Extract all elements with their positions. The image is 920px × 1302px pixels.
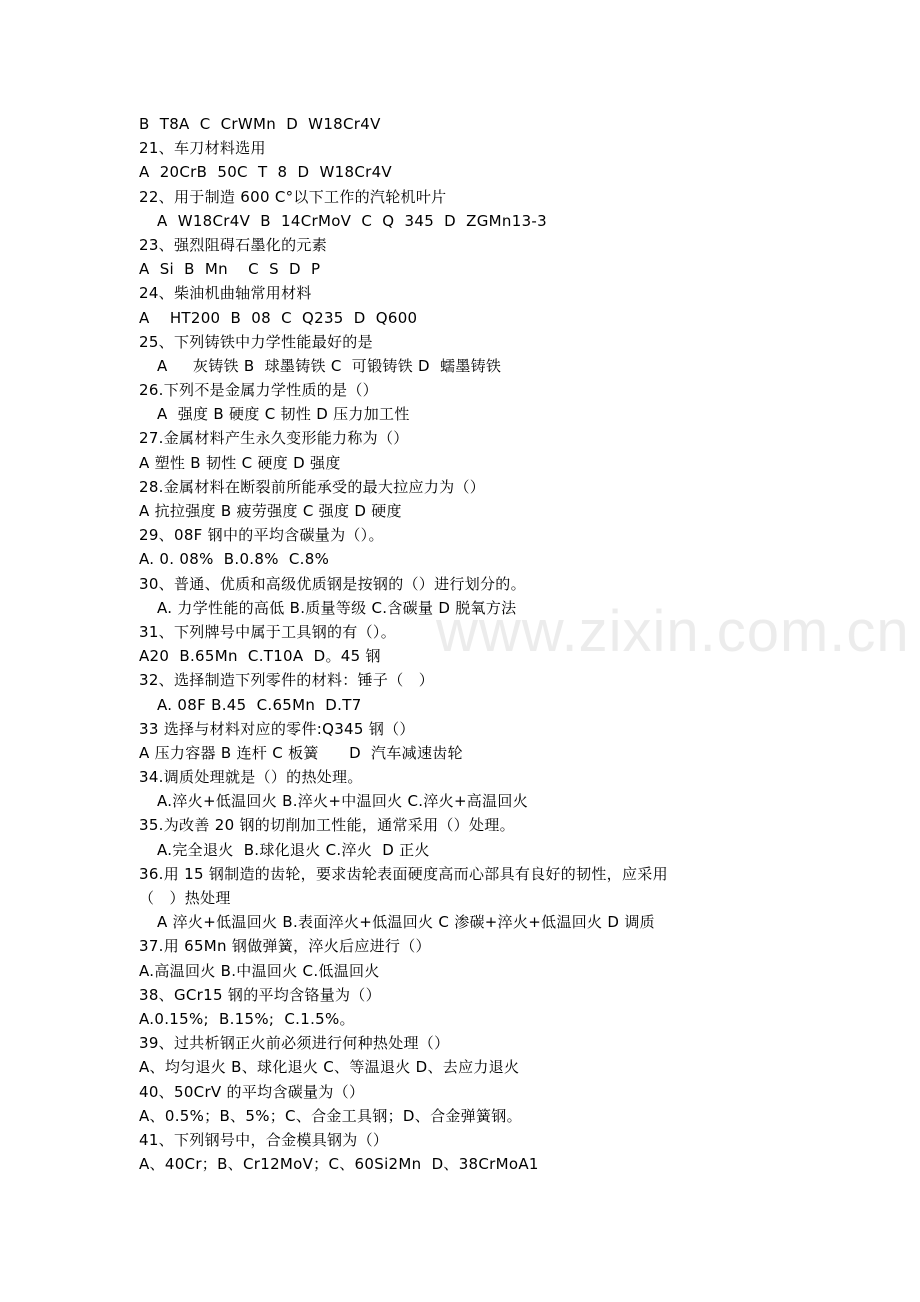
question-line: 40、50CrV 的平均含碳量为（） [139, 1082, 365, 1101]
question-line: 39、过共析钢正火前必须进行何种热处理（） [139, 1034, 450, 1053]
question-text-block [139, 112, 789, 1176]
option-line: A20 B.65Mn C.T10A D。45 钢 [139, 647, 381, 666]
question-line: 41、下列钢号中，合金模具钢为（） [139, 1130, 389, 1149]
option-line: A. 0. 08% B.0.8% C.8% [139, 550, 330, 569]
question-line-continued: （ ）热处理 [139, 889, 231, 907]
question-line: 27.金属材料产生永久变形能力称为（） [139, 429, 409, 448]
question-line: 21、车刀材料选用 [139, 139, 266, 158]
question-line: 29、08F 钢中的平均含碳量为（）。 [139, 526, 384, 545]
option-line: A.淬火+低温回火 B.淬火+中温回火 C.淬火+高温回火 [157, 792, 529, 811]
question-line: 22、用于制造 600 C°以下工作的汽轮机叶片 [139, 187, 447, 206]
option-line: A 压力容器 B 连杆 C 板簧 D 汽车减速齿轮 [139, 743, 463, 762]
option-line: A 塑性 B 韧性 C 硬度 D 强度 [139, 453, 341, 472]
watermark-text: www.zixin.com.cn [436, 599, 910, 664]
question-line: 33 选择与材料对应的零件:Q345 钢（） [139, 719, 415, 738]
option-line: A HT200 B 08 C Q235 D Q600 [139, 308, 418, 327]
option-line: A W18Cr4V B 14CrMoV C Q 345 D ZGMn13-3 [157, 211, 547, 230]
option-line: A. 08F B.45 C.65Mn D.T7 [157, 695, 362, 714]
question-line: 24、柴油机曲轴常用材料 [139, 284, 312, 303]
question-line: 30、普通、优质和高级优质钢是按钢的（）进行划分的。 [139, 574, 526, 593]
option-line: A. 力学性能的高低 B.质量等级 C.含碳量 D 脱氧方法 [157, 598, 517, 617]
option-line: A Si B Mn C S D P [139, 260, 321, 279]
option-line: A 抗拉强度 B 疲劳强度 C 强度 D 硬度 [139, 502, 402, 520]
option-line: B T8A C CrWMn D W18Cr4V [139, 115, 381, 133]
option-line: A.完全退火 B.球化退火 C.淬火 D 正火 [157, 840, 430, 859]
question-line: 32、选择制造下列零件的材料：锤子（ ） [139, 671, 434, 690]
option-line: A.高温回火 B.中温回火 C.低温回火 [139, 961, 380, 980]
question-line: 34.调质处理就是（）的热处理。 [139, 768, 363, 787]
question-line: 35.为改善 20 钢的切削加工性能，通常采用（）处理。 [139, 816, 515, 835]
option-line: A 20CrB 50C T 8 D W18Cr4V [139, 163, 392, 182]
question-line: 25、下列铸铁中力学性能最好的是 [139, 332, 373, 351]
question-line: 28.金属材料在断裂前所能承受的最大拉应力为（） [139, 477, 486, 496]
question-line: 23、强烈阻碍石墨化的元素 [139, 235, 327, 254]
question-line: 36.用 15 钢制造的齿轮，要求齿轮表面硬度高而心部具有良好的韧性，应采用 [139, 864, 668, 883]
option-line: A 灰铸铁 B 球墨铸铁 C 可锻铸铁 D 蠕墨铸铁 [157, 356, 502, 375]
option-line: A、0.5%；B、5%；C、合金工具钢；D、合金弹簧钢。 [139, 1106, 522, 1125]
option-line: A、均匀退火 B、球化退火 C、等温退火 D、去应力退火 [139, 1058, 520, 1077]
option-line: A、40Cr；B、Cr12MoV；C、60Si2Mn D、38CrMoA1 [139, 1155, 539, 1174]
option-line: A 强度 B 硬度 C 韧性 D 压力加工性 [157, 405, 410, 424]
question-line: 38、GCr15 钢的平均含铬量为（） [139, 985, 381, 1004]
question-line: 31、下列牌号中属于工具钢的有（）。 [139, 622, 396, 641]
question-line: 26.下列不是金属力学性质的是（） [139, 381, 378, 400]
option-line: A.0.15%; B.15%; C.1.5%。 [139, 1009, 355, 1028]
option-line: A 淬火+低温回火 B.表面淬火+低温回火 C 渗碳+淬火+低温回火 D 调质 [157, 913, 655, 932]
question-line: 37.用 65Mn 钢做弹簧，淬火后应进行（） [139, 937, 431, 956]
